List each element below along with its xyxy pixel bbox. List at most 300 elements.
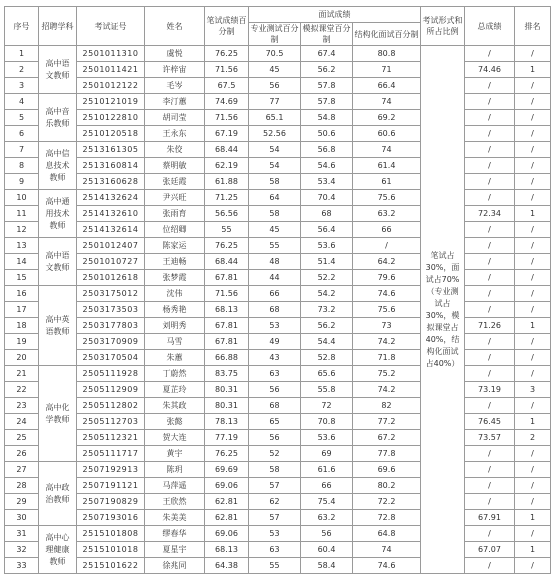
name-cell: 朱美美: [145, 510, 205, 526]
written-score-cell: 67.5: [205, 78, 249, 94]
header-ratio: 考试形式和所占比例: [421, 7, 465, 46]
table-row: [5, 478, 551, 494]
written-score-cell: 76.25: [205, 446, 249, 462]
written-score-cell: 69.06: [205, 478, 249, 494]
name-cell: 许梓宙: [145, 62, 205, 78]
professional-score-cell: 54: [249, 158, 301, 174]
written-score-cell: 67.81: [205, 334, 249, 350]
rank-cell: /: [515, 334, 551, 350]
row-number: 28: [5, 478, 39, 494]
mock-class-score-cell: 54.6: [301, 158, 353, 174]
mock-class-score-cell: 54.8: [301, 110, 353, 126]
written-score-cell: 66.88: [205, 350, 249, 366]
name-cell: 蔡明敏: [145, 158, 205, 174]
written-score-cell: 74.69: [205, 94, 249, 110]
exam-id-cell: 2501012407: [77, 238, 145, 254]
name-cell: 杨秀艳: [145, 302, 205, 318]
mock-class-score-cell: 53.4: [301, 174, 353, 190]
exam-id-cell: 2513161305: [77, 142, 145, 158]
exam-id-cell: 2505111717: [77, 446, 145, 462]
exam-id-cell: 2507192913: [77, 462, 145, 478]
table-row: [5, 62, 551, 78]
exam-id-cell: 2507190829: [77, 494, 145, 510]
structured-score-cell: 75.6: [353, 190, 421, 206]
structured-score-cell: 82: [353, 398, 421, 414]
structured-score-cell: 74: [353, 142, 421, 158]
row-number: 17: [5, 302, 39, 318]
mock-class-score-cell: 57.8: [301, 94, 353, 110]
row-number: 1: [5, 46, 39, 62]
structured-score-cell: 75.2: [353, 366, 421, 382]
name-cell: 张雨育: [145, 206, 205, 222]
exam-id-cell: 2510122810: [77, 110, 145, 126]
mock-class-score-cell: 54.4: [301, 334, 353, 350]
exam-id-cell: 2503170909: [77, 334, 145, 350]
mock-class-score-cell: 50.6: [301, 126, 353, 142]
subject-group: 高中心理健康教师: [39, 526, 77, 574]
table-row: [5, 110, 551, 126]
professional-score-cell: 58: [249, 174, 301, 190]
professional-score-cell: 57: [249, 510, 301, 526]
written-score-cell: 76.25: [205, 46, 249, 62]
table-row: [5, 78, 551, 94]
structured-score-cell: 77.8: [353, 446, 421, 462]
written-score-cell: 80.31: [205, 382, 249, 398]
row-number: 19: [5, 334, 39, 350]
table-row: [5, 318, 551, 334]
rank-cell: /: [515, 126, 551, 142]
total-score-cell: /: [465, 158, 515, 174]
row-number: 22: [5, 382, 39, 398]
rank-cell: /: [515, 254, 551, 270]
professional-score-cell: 53: [249, 318, 301, 334]
structured-score-cell: 74: [353, 94, 421, 110]
name-cell: 位绍卿: [145, 222, 205, 238]
row-number: 15: [5, 270, 39, 286]
table-row: [5, 510, 551, 526]
written-score-cell: 71.56: [205, 62, 249, 78]
row-number: 12: [5, 222, 39, 238]
exam-id-cell: 2501012618: [77, 270, 145, 286]
table-row: [5, 446, 551, 462]
name-cell: 刘明秀: [145, 318, 205, 334]
structured-score-cell: 74.2: [353, 334, 421, 350]
row-number: 3: [5, 78, 39, 94]
table-row: [5, 126, 551, 142]
score-table: [4, 6, 551, 574]
table-row: [5, 46, 551, 62]
total-score-cell: /: [465, 302, 515, 318]
professional-score-cell: 45: [249, 62, 301, 78]
structured-score-cell: 72.8: [353, 510, 421, 526]
rank-cell: 1: [515, 206, 551, 222]
row-number: 2: [5, 62, 39, 78]
professional-score-cell: 65: [249, 414, 301, 430]
name-cell: 缪春华: [145, 526, 205, 542]
structured-score-cell: 66.4: [353, 78, 421, 94]
total-score-cell: /: [465, 94, 515, 110]
name-cell: 尹兴旺: [145, 190, 205, 206]
total-score-cell: /: [465, 142, 515, 158]
exam-id-cell: 2501011310: [77, 46, 145, 62]
row-number: 11: [5, 206, 39, 222]
structured-score-cell: 75.6: [353, 302, 421, 318]
written-score-cell: 68.44: [205, 254, 249, 270]
rank-cell: /: [515, 94, 551, 110]
written-score-cell: 64.38: [205, 558, 249, 574]
name-cell: 王永东: [145, 126, 205, 142]
exam-id-cell: 2514132624: [77, 190, 145, 206]
exam-id-cell: 2505112802: [77, 398, 145, 414]
name-cell: 夏芷玲: [145, 382, 205, 398]
mock-class-score-cell: 67.4: [301, 46, 353, 62]
professional-score-cell: 66: [249, 286, 301, 302]
subject-group: 高中英语教师: [39, 286, 77, 366]
rank-cell: /: [515, 222, 551, 238]
written-score-cell: 71.56: [205, 286, 249, 302]
professional-score-cell: 48: [249, 254, 301, 270]
total-score-cell: /: [465, 366, 515, 382]
mock-class-score-cell: 75.4: [301, 494, 353, 510]
header-structured-interview: 结构化面试百分制: [353, 23, 421, 46]
name-cell: 朱蕙: [145, 350, 205, 366]
written-score-cell: 67.81: [205, 270, 249, 286]
professional-score-cell: 58: [249, 462, 301, 478]
rank-cell: 1: [515, 542, 551, 558]
name-cell: 丁蔚然: [145, 366, 205, 382]
mock-class-score-cell: 70.8: [301, 414, 353, 430]
professional-score-cell: 54: [249, 142, 301, 158]
mock-class-score-cell: 56: [301, 526, 353, 542]
professional-score-cell: 49: [249, 334, 301, 350]
structured-score-cell: 80.8: [353, 46, 421, 62]
name-cell: 李汀蕙: [145, 94, 205, 110]
mock-class-score-cell: 58.4: [301, 558, 353, 574]
structured-score-cell: 74: [353, 542, 421, 558]
exam-id-cell: 2503170504: [77, 350, 145, 366]
rank-cell: /: [515, 78, 551, 94]
header-written-score: 笔试成绩百分制: [205, 7, 249, 46]
table-row: [5, 190, 551, 206]
exam-id-cell: 2505111928: [77, 366, 145, 382]
row-number: 7: [5, 142, 39, 158]
table-row: [5, 286, 551, 302]
total-score-cell: 73.57: [465, 430, 515, 446]
professional-score-cell: 64: [249, 190, 301, 206]
subject-group: 高中语文教师: [39, 46, 77, 94]
table-row: [5, 382, 551, 398]
table-row: [5, 350, 551, 366]
mock-class-score-cell: 57.8: [301, 78, 353, 94]
rank-cell: 1: [515, 62, 551, 78]
row-number: 20: [5, 350, 39, 366]
written-score-cell: 69.06: [205, 526, 249, 542]
name-cell: 虞悦: [145, 46, 205, 62]
mock-class-score-cell: 56.4: [301, 222, 353, 238]
structured-score-cell: 74.6: [353, 286, 421, 302]
exam-id-cell: 2514132610: [77, 206, 145, 222]
header-subject: 招聘学科: [39, 7, 77, 46]
written-score-cell: 80.31: [205, 398, 249, 414]
table-row: [5, 142, 551, 158]
rank-cell: /: [515, 478, 551, 494]
exam-id-cell: 2507191121: [77, 478, 145, 494]
total-score-cell: 72.34: [465, 206, 515, 222]
exam-id-cell: 2501012122: [77, 78, 145, 94]
name-cell: 张梦霞: [145, 270, 205, 286]
structured-score-cell: /: [353, 238, 421, 254]
row-number: 30: [5, 510, 39, 526]
exam-id-cell: 2503173503: [77, 302, 145, 318]
rank-cell: /: [515, 158, 551, 174]
total-score-cell: /: [465, 78, 515, 94]
table-row: [5, 542, 551, 558]
written-score-cell: 71.56: [205, 110, 249, 126]
name-cell: 黄宇: [145, 446, 205, 462]
exam-id-cell: 2507193016: [77, 510, 145, 526]
mock-class-score-cell: 54.2: [301, 286, 353, 302]
rank-cell: /: [515, 494, 551, 510]
professional-score-cell: 45: [249, 222, 301, 238]
written-score-cell: 62.81: [205, 510, 249, 526]
rank-cell: /: [515, 526, 551, 542]
name-cell: 胡司莹: [145, 110, 205, 126]
mock-class-score-cell: 52.2: [301, 270, 353, 286]
total-score-cell: /: [465, 190, 515, 206]
table-row: [5, 158, 551, 174]
header-professional-test: 专业测试百分制: [250, 24, 299, 44]
written-score-cell: 68.13: [205, 542, 249, 558]
row-number: 5: [5, 110, 39, 126]
subject-group: 高中化学教师: [39, 366, 77, 462]
professional-score-cell: 65.1: [249, 110, 301, 126]
rank-cell: /: [515, 398, 551, 414]
header-name: 姓名: [145, 7, 205, 46]
header-total: 总成绩: [465, 7, 515, 46]
total-score-cell: 67.07: [465, 542, 515, 558]
exam-id-cell: 2505112321: [77, 430, 145, 446]
table-row: [5, 254, 551, 270]
rank-cell: 1: [515, 510, 551, 526]
name-cell: 夏星宇: [145, 542, 205, 558]
rank-cell: /: [515, 174, 551, 190]
mock-class-score-cell: 52.8: [301, 350, 353, 366]
rank-cell: 1: [515, 414, 551, 430]
name-cell: 毛岑: [145, 78, 205, 94]
total-score-cell: /: [465, 350, 515, 366]
professional-score-cell: 52.56: [249, 126, 301, 142]
subject-group: 高中信息技术教师: [39, 142, 77, 190]
total-score-cell: /: [465, 494, 515, 510]
total-score-cell: /: [465, 398, 515, 414]
structured-score-cell: 61.4: [353, 158, 421, 174]
row-number: 4: [5, 94, 39, 110]
professional-score-cell: 56: [249, 430, 301, 446]
table-row: [5, 398, 551, 414]
structured-score-cell: 66: [353, 222, 421, 238]
name-cell: 王欣然: [145, 494, 205, 510]
professional-score-cell: 43: [249, 350, 301, 366]
structured-score-cell: 71: [353, 62, 421, 78]
rank-cell: /: [515, 190, 551, 206]
mock-class-score-cell: 63.2: [301, 510, 353, 526]
total-score-cell: /: [465, 334, 515, 350]
professional-score-cell: 68: [249, 398, 301, 414]
professional-score-cell: 53: [249, 526, 301, 542]
structured-score-cell: 64.2: [353, 254, 421, 270]
total-score-cell: /: [465, 254, 515, 270]
table-header: [5, 7, 551, 46]
header-no: 序号: [5, 7, 39, 46]
written-score-cell: 77.19: [205, 430, 249, 446]
name-cell: 张廷霞: [145, 174, 205, 190]
name-cell: 贺大连: [145, 430, 205, 446]
rank-cell: /: [515, 446, 551, 462]
name-cell: 马萍遥: [145, 478, 205, 494]
name-cell: 陈玥: [145, 462, 205, 478]
header-exam-id: 考试证号: [77, 7, 145, 46]
total-score-cell: /: [465, 526, 515, 542]
structured-score-cell: 80.2: [353, 478, 421, 494]
exam-id-cell: 2510121019: [77, 94, 145, 110]
written-score-cell: 78.13: [205, 414, 249, 430]
professional-score-cell: 55: [249, 558, 301, 574]
row-number: 18: [5, 318, 39, 334]
row-number: 31: [5, 526, 39, 542]
written-score-cell: 83.75: [205, 366, 249, 382]
mock-class-score-cell: 53.6: [301, 238, 353, 254]
name-cell: 张懿: [145, 414, 205, 430]
structured-score-cell: 73: [353, 318, 421, 334]
table-row: [5, 270, 551, 286]
row-number: 33: [5, 558, 39, 574]
professional-score-cell: 44: [249, 270, 301, 286]
table-row: [5, 238, 551, 254]
total-score-cell: 73.19: [465, 382, 515, 398]
name-cell: 马雪: [145, 334, 205, 350]
professional-score-cell: 63: [249, 542, 301, 558]
subject-group: 高中政治教师: [39, 462, 77, 526]
row-number: 10: [5, 190, 39, 206]
exam-id-cell: 2515101808: [77, 526, 145, 542]
total-score-cell: /: [465, 462, 515, 478]
professional-score-cell: 63: [249, 366, 301, 382]
mock-class-score-cell: 56.2: [301, 62, 353, 78]
mock-class-score-cell: 72: [301, 398, 353, 414]
total-score-cell: 67.91: [465, 510, 515, 526]
written-score-cell: 56.56: [205, 206, 249, 222]
rank-cell: /: [515, 270, 551, 286]
mock-class-score-cell: 66: [301, 478, 353, 494]
table-row: [5, 414, 551, 430]
table-row: [5, 222, 551, 238]
rank-cell: 3: [515, 382, 551, 398]
subject-group: 高中通用技术教师: [39, 190, 77, 238]
structured-score-cell: 74.2: [353, 382, 421, 398]
total-score-cell: /: [465, 478, 515, 494]
written-score-cell: 55: [205, 222, 249, 238]
structured-score-cell: 61: [353, 174, 421, 190]
mock-class-score-cell: 55.8: [301, 382, 353, 398]
exam-id-cell: 2515101018: [77, 542, 145, 558]
row-number: 23: [5, 398, 39, 414]
row-number: 24: [5, 414, 39, 430]
rank-cell: /: [515, 558, 551, 574]
header-interview-group: 面试成绩: [249, 7, 421, 23]
table-row: [5, 174, 551, 190]
total-score-cell: /: [465, 222, 515, 238]
mock-class-score-cell: 73.2: [301, 302, 353, 318]
total-score-cell: 76.45: [465, 414, 515, 430]
name-cell: 徐兆同: [145, 558, 205, 574]
professional-score-cell: 56: [249, 382, 301, 398]
structured-score-cell: 69.2: [353, 110, 421, 126]
structured-score-cell: 77.2: [353, 414, 421, 430]
exam-id-cell: 2503175012: [77, 286, 145, 302]
subject-group: 高中音乐教师: [39, 94, 77, 142]
written-score-cell: 71.25: [205, 190, 249, 206]
table-row: [5, 462, 551, 478]
name-cell: 沈伟: [145, 286, 205, 302]
mock-class-score-cell: 51.4: [301, 254, 353, 270]
total-score-cell: 71.26: [465, 318, 515, 334]
exam-id-cell: 2501011421: [77, 62, 145, 78]
exam-id-cell: 2513160628: [77, 174, 145, 190]
row-number: 27: [5, 462, 39, 478]
exam-id-cell: 2515101622: [77, 558, 145, 574]
professional-score-cell: 57: [249, 478, 301, 494]
table-row: [5, 526, 551, 542]
professional-score-cell: 70.5: [249, 46, 301, 62]
row-number: 25: [5, 430, 39, 446]
mock-class-score-cell: 56.2: [301, 318, 353, 334]
row-number: 14: [5, 254, 39, 270]
written-score-cell: 68.13: [205, 302, 249, 318]
table-row: [5, 94, 551, 110]
table-row: [5, 558, 551, 574]
structured-score-cell: 67.2: [353, 430, 421, 446]
exam-id-cell: 2510120518: [77, 126, 145, 142]
row-number: 29: [5, 494, 39, 510]
structured-score-cell: 64.8: [353, 526, 421, 542]
row-number: 21: [5, 366, 39, 382]
table-row: [5, 430, 551, 446]
structured-score-cell: 72.2: [353, 494, 421, 510]
row-number: 16: [5, 286, 39, 302]
written-score-cell: 68.44: [205, 142, 249, 158]
ratio-cell: 笔试占30%，面试占70%（专业测试占30%，模拟课堂占40%，结构化面试占40%）: [421, 46, 465, 574]
table-row: [5, 206, 551, 222]
mock-class-score-cell: 68: [301, 206, 353, 222]
structured-score-cell: 63.2: [353, 206, 421, 222]
table-body: [5, 46, 551, 574]
total-score-cell: 74.46: [465, 62, 515, 78]
name-cell: 朱其政: [145, 398, 205, 414]
row-number: 13: [5, 238, 39, 254]
mock-class-score-cell: 53.6: [301, 430, 353, 446]
professional-score-cell: 58: [249, 206, 301, 222]
professional-score-cell: 52: [249, 446, 301, 462]
row-number: 8: [5, 158, 39, 174]
rank-cell: 1: [515, 318, 551, 334]
exam-id-cell: 2505112703: [77, 414, 145, 430]
rank-cell: /: [515, 462, 551, 478]
professional-score-cell: 56: [249, 78, 301, 94]
rank-cell: /: [515, 110, 551, 126]
professional-score-cell: 77: [249, 94, 301, 110]
mock-class-score-cell: 56.8: [301, 142, 353, 158]
header-rank: 排名: [515, 7, 551, 46]
